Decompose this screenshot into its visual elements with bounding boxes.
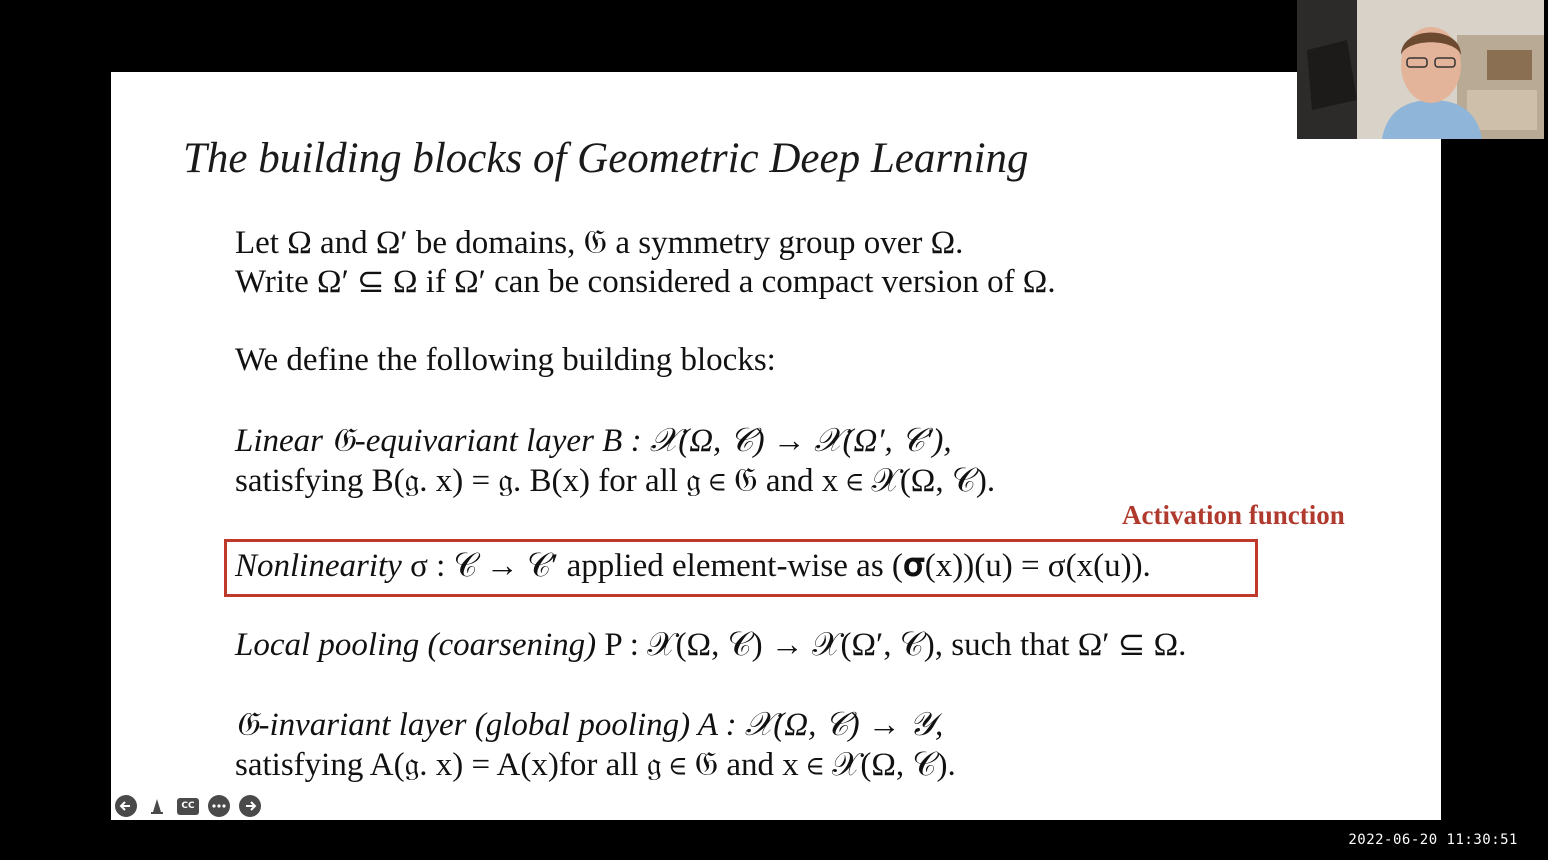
timestamp: 2022-06-20 11:30:51	[1348, 832, 1518, 848]
linear-layer-line	[235, 421, 952, 461]
nonlinearity-line	[235, 546, 1151, 586]
nonlinearity-signature: σ : 𝒞 → 𝒞′ applied element-wise as (𝛔(x))(u) = σ(x(u)).	[401, 548, 1151, 584]
webcam-video	[1297, 0, 1544, 139]
invariant-layer-condition: satisfying A(𝔤. x) = A(x)for all 𝔤 ∈ 𝔊 and x ∈ 𝒳(Ω, 𝒞).	[235, 747, 956, 783]
slide	[111, 72, 1441, 820]
nonlinearity-name: Nonlinearity	[235, 548, 402, 584]
linear-layer-name: Linear 𝔊-equivariant layer	[235, 423, 594, 459]
more-icon[interactable]	[208, 795, 230, 817]
linear-layer-condition: satisfying B(𝔤. x) = 𝔤. B(x) for all 𝔤 ∈ 𝔊 and x ∈ 𝒳(Ω, 𝒞).	[235, 463, 996, 499]
define-line: We define the following building blocks:	[235, 342, 776, 378]
linear-layer-signature: B : 𝒳(Ω, 𝒞) → 𝒳(Ω′, 𝒞′),	[593, 423, 952, 459]
intro-line-2: Write Ω′ ⊆ Ω if Ω′ can be considered a compact version of Ω.	[235, 264, 1056, 300]
invariant-layer-line	[235, 705, 943, 745]
slide-title: The building blocks of Geometric Deep Learning	[183, 135, 1029, 182]
local-pooling-signature: P : 𝒳(Ω, 𝒞) → 𝒳(Ω′, 𝒞), such that Ω′ ⊆ Ω.	[596, 627, 1187, 663]
presentation-controls	[115, 795, 261, 817]
invariant-layer-name: 𝔊-invariant layer (global pooling)	[235, 707, 691, 743]
arrow-right-icon[interactable]	[239, 795, 261, 817]
local-pooling-name: Local pooling (coarsening)	[235, 627, 597, 663]
closed-captions-button[interactable]: CC	[177, 798, 199, 815]
activation-function-label: Activation function	[1122, 500, 1345, 530]
pointer-icon[interactable]	[146, 795, 168, 817]
presenter-video-frame	[1297, 0, 1544, 139]
arrow-left-icon[interactable]	[115, 795, 137, 817]
invariant-layer-signature: A : 𝒳(Ω, 𝒞) → 𝒴,	[690, 707, 944, 743]
intro-line-1: Let Ω and Ω′ be domains, 𝔊 a symmetry group over Ω.	[235, 225, 964, 261]
local-pooling-line	[235, 625, 1186, 665]
